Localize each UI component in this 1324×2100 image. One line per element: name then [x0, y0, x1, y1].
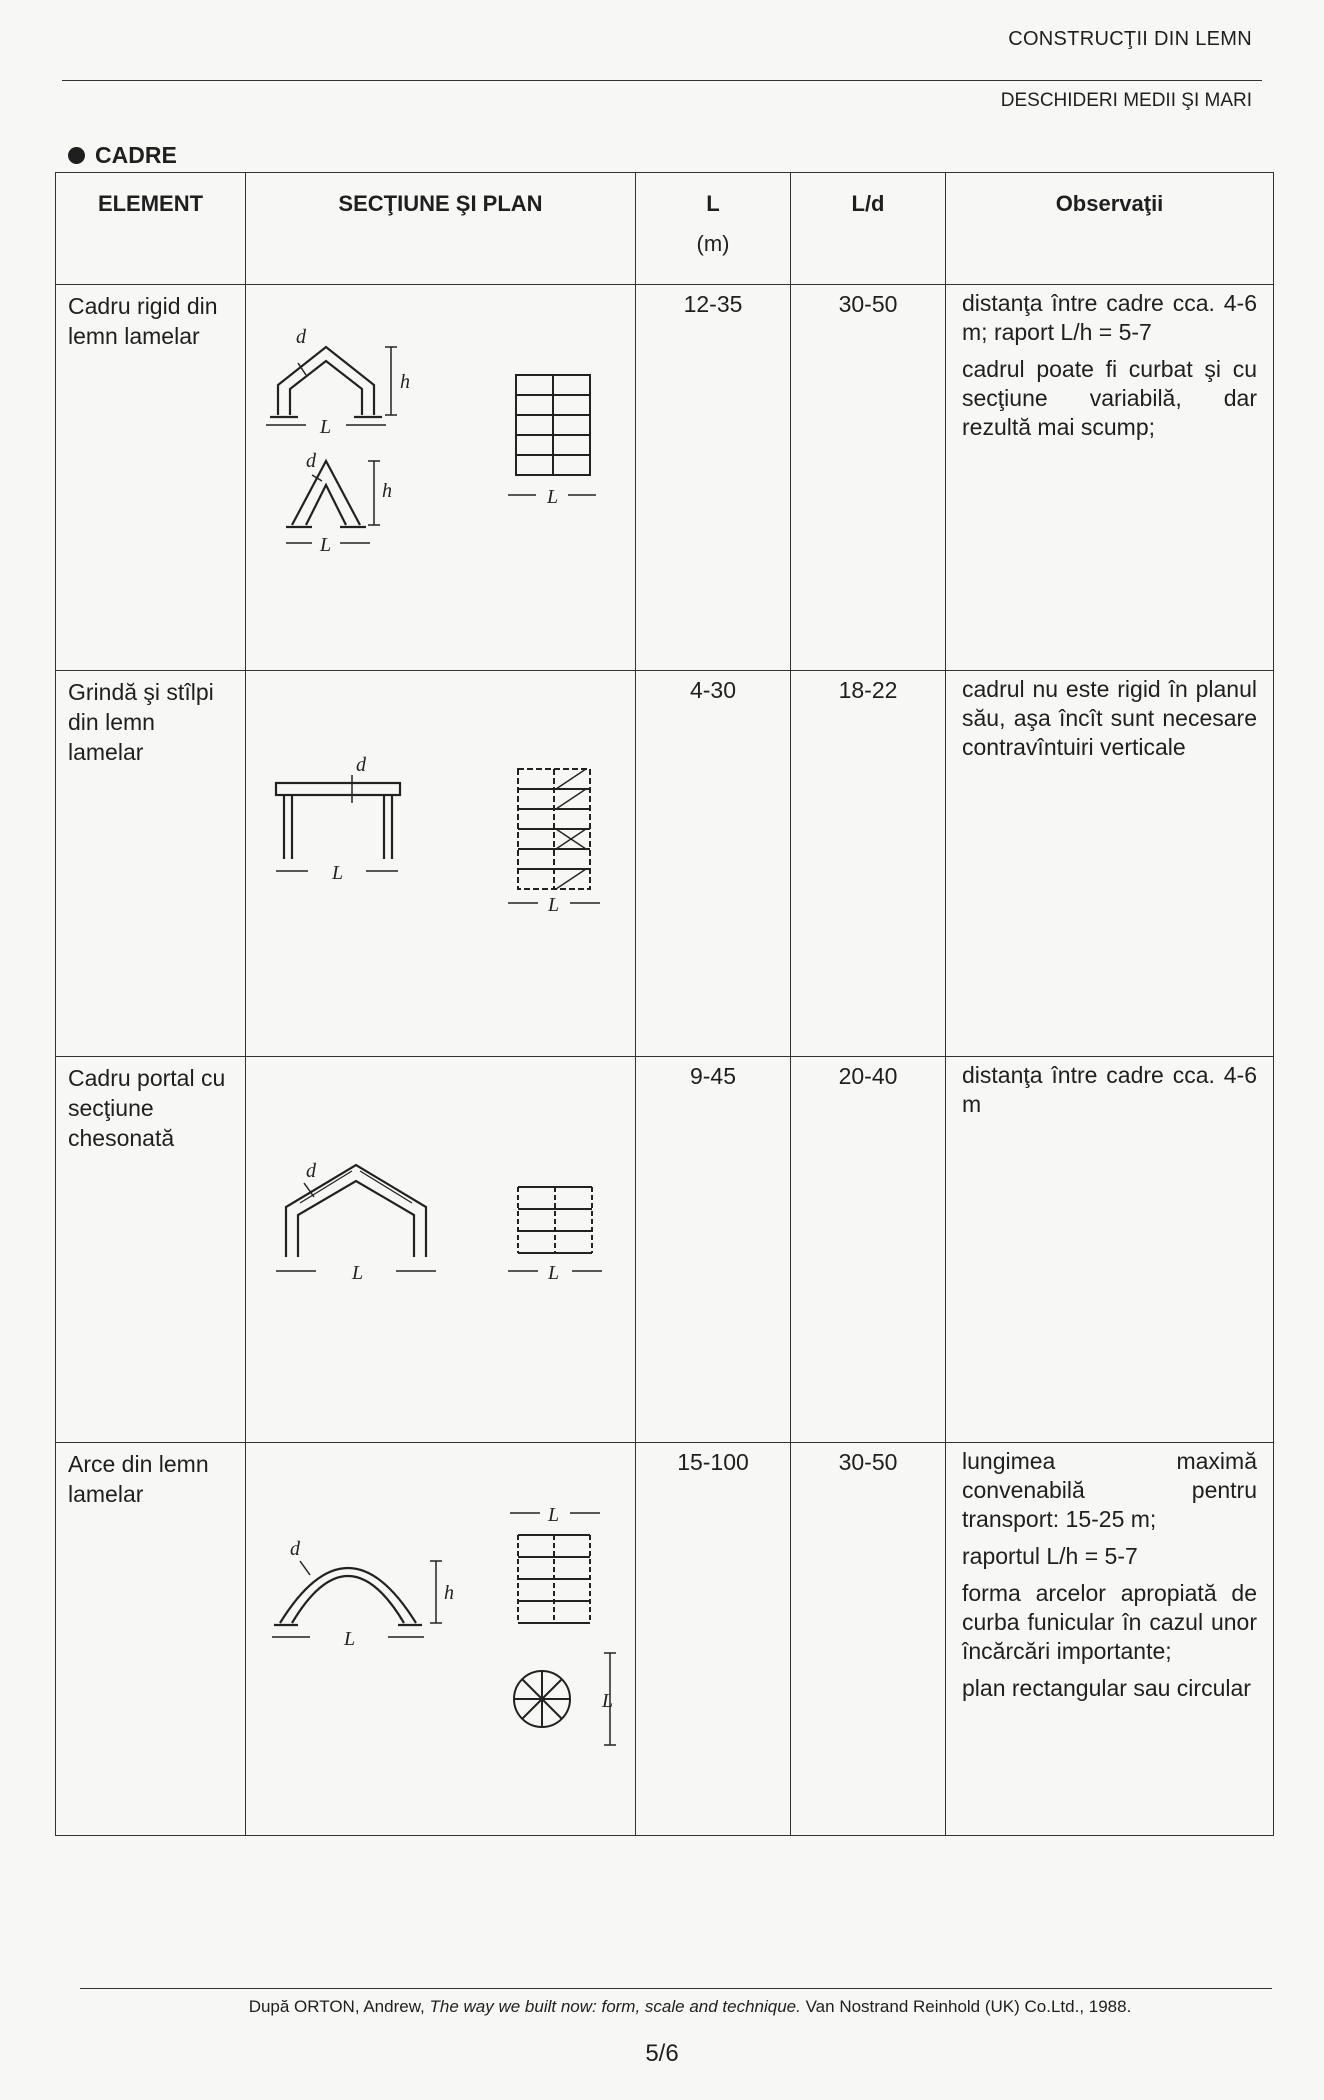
note-paragraph: distanţa între cadre cca. 4-6 m; raport L/h = 5-7 — [962, 290, 1257, 345]
document-header-title: CONSTRUCŢII DIN LEMN — [1008, 28, 1252, 50]
note-paragraph: lungimea maximă convenabilă pentru transport: 15-25 m; — [962, 1448, 1257, 1532]
a-frame-section — [286, 461, 380, 543]
note-paragraph: plan rectangular sau circular — [962, 1675, 1251, 1701]
row-drawing — [246, 1057, 636, 1443]
arch-drawing — [246, 1443, 634, 1823]
label-L: L — [320, 534, 332, 556]
citation-prefix: După ORTON, Andrew, — [248, 1997, 425, 2016]
footer-rule — [80, 1988, 1272, 1989]
arch-section — [272, 1561, 442, 1637]
row-ratio: 18-22 — [791, 671, 946, 1057]
note-paragraph: distanţa între cadre cca. 4-6 m — [962, 1062, 1257, 1117]
circular-plan — [514, 1653, 616, 1745]
header-ratio: L/d — [791, 173, 946, 285]
header-notes: Observaţii — [946, 173, 1274, 285]
label-d: d — [306, 450, 316, 472]
label-L: L — [548, 1262, 560, 1284]
label-h: h — [382, 480, 392, 502]
label-L: L — [548, 1504, 560, 1526]
label-L: L — [602, 1690, 614, 1712]
label-h: h — [400, 371, 410, 393]
note-paragraph: cadrul poate fi curbat şi cu secţiune variabilă, dar rezultă mai scump; — [962, 356, 1257, 440]
table-row — [56, 1443, 1274, 1836]
gabled-frame-section — [266, 347, 397, 425]
header-rule — [62, 80, 1262, 81]
note-paragraph: raportul L/h = 5-7 — [962, 1543, 1138, 1569]
header-section-plan: SECŢIUNE ŞI PLAN — [246, 173, 636, 285]
header-span — [636, 173, 791, 285]
row-drawing — [246, 285, 636, 671]
row-ratio: 30-50 — [791, 1443, 946, 1836]
beam-post-section — [276, 775, 400, 871]
bullet-icon — [68, 147, 85, 164]
label-L: L — [320, 416, 332, 438]
row-drawing — [246, 1443, 636, 1836]
row-span: 12-35 — [636, 285, 791, 671]
row-span: 4-30 — [636, 671, 791, 1057]
label-L: L — [332, 862, 344, 884]
note-paragraph: forma arcelor apropiată de curba funicular în cazul unor încărcări importante; — [962, 1580, 1257, 1664]
row-ratio: 30-50 — [791, 285, 946, 671]
document-header-subtitle: DESCHIDERI MEDII ŞI MARI — [1000, 90, 1252, 111]
label-d: d — [290, 1538, 300, 1560]
citation-publisher: Van Nostrand Reinhold (UK) Co.Ltd., 1988. — [805, 1997, 1132, 2016]
label-d: d — [356, 754, 366, 776]
rigid-frame-drawing — [246, 285, 634, 658]
row-notes — [946, 1057, 1274, 1443]
section-heading — [68, 142, 177, 169]
source-citation — [96, 1997, 1284, 2017]
row-span: 15-100 — [636, 1443, 791, 1836]
portal-frame-drawing — [246, 1057, 634, 1430]
beam-post-drawing — [246, 671, 634, 1044]
label-L: L — [548, 894, 560, 916]
braced-plan-grid — [508, 769, 600, 903]
plan-grid — [508, 375, 596, 495]
header-span-label: L — [706, 191, 720, 216]
label-d: d — [306, 1160, 316, 1182]
arch-plan-grid — [510, 1513, 600, 1623]
note-paragraph: cadrul nu este rigid în planul său, aşa încît sunt necesare contravîntuiri verticale — [962, 676, 1257, 760]
row-element: Cadru portal cu secţiune chesonată — [56, 1057, 246, 1443]
section-title: CADRE — [95, 142, 177, 168]
label-L: L — [547, 486, 559, 508]
portal-plan-grid — [508, 1187, 602, 1271]
row-element: Grindă şi stîlpi din lemn lamelar — [56, 671, 246, 1057]
row-ratio: 20-40 — [791, 1057, 946, 1443]
table-row — [56, 1057, 1274, 1443]
row-notes — [946, 671, 1274, 1057]
portal-frame-section — [276, 1165, 436, 1271]
label-L: L — [344, 1628, 356, 1650]
table-header-row — [56, 173, 1274, 285]
table-row — [56, 285, 1274, 671]
table-row — [56, 671, 1274, 1057]
row-drawing — [246, 671, 636, 1057]
page-number: 5/6 — [645, 2040, 679, 2067]
row-span: 9-45 — [636, 1057, 791, 1443]
citation-book: The way we built now: form, scale and technique. — [429, 1997, 801, 2016]
label-d: d — [296, 326, 306, 348]
header-span-unit: (m) — [696, 231, 730, 256]
frames-table — [55, 172, 1274, 1836]
row-element: Cadru rigid din lemn lamelar — [56, 285, 246, 671]
row-notes — [946, 1443, 1274, 1836]
label-L: L — [352, 1262, 364, 1284]
label-h: h — [444, 1582, 454, 1604]
header-element: ELEMENT — [56, 173, 246, 285]
row-notes — [946, 285, 1274, 671]
row-element: Arce din lemn lamelar — [56, 1443, 246, 1836]
